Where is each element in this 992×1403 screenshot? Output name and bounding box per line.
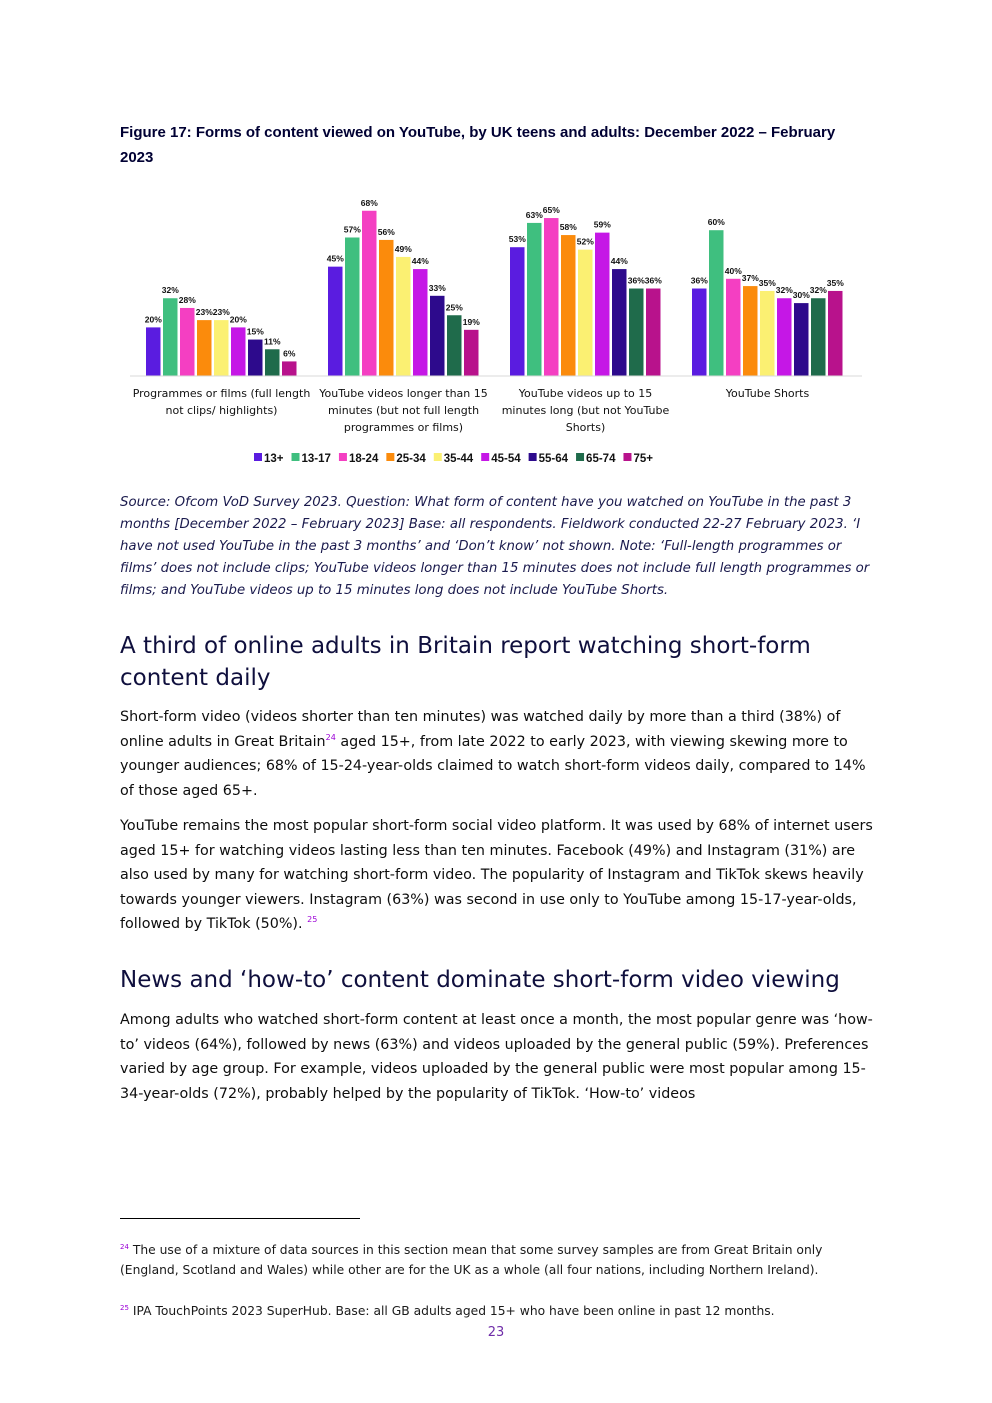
bar-75+-3 [828, 291, 843, 376]
data-label: 35% [758, 277, 776, 288]
figure-source-note: Source: Ofcom VoD Survey 2023. Question: What form of content have you watched on YouTube in the past 3 months [December 2022 – February 2023] Base: all respondents. Fieldwork conducted 22-27 February 2023. ‘I have not used YouTube in the past 3 months’ and ‘Don’t know’ not shown. Note: ‘Full-length programmes or films’ does not include clips; YouTube videos longer than 15 minutes does not include full length programmes or films; and YouTube videos up to 15 minutes long does not include YouTube Shorts. [120, 495, 870, 598]
data-label: 30% [792, 290, 810, 301]
paragraph-short-form-daily [120, 705, 875, 803]
data-label: 59% [593, 219, 611, 230]
legend-item-13+ [254, 453, 284, 465]
footnote-25 [120, 1301, 870, 1321]
data-label: 32% [161, 285, 179, 296]
data-label: 35% [826, 277, 844, 288]
legend-item-25-34 [386, 453, 426, 465]
paragraph-text: YouTube remains the most popular short-form social video platform. It was used by 68% of internet users aged 15+ for watching videos lasting less than ten minutes. Facebook (49%) and Instagram (31%) are also used by many for watching short-form video. The popularity of Instagram and TikTok skews heavily towards younger viewers. Instagram (63%) was second in use only to YouTube among 15-17-year-olds, followed by TikTok (50%). [120, 818, 873, 933]
paragraph-text: aged 15+, from late 2022 to early 2023, with viewing skewing more to younger audiences; 68% of 15-24-year-olds claimed to watch short-form videos daily, compared to 14% of those aged 65+. [120, 733, 866, 799]
legend-label: 55-64 [538, 453, 569, 465]
bar-45-54-3 [777, 298, 792, 376]
bar-35-44-1 [396, 257, 411, 376]
bar-55-64-0 [248, 340, 263, 376]
chart-legend [254, 453, 653, 465]
page-number: 23 [487, 1325, 505, 1340]
legend-item-65-74 [576, 453, 616, 465]
legend-item-45-54 [481, 453, 521, 465]
bar-75+-1 [464, 330, 479, 376]
bar-45-54-1 [413, 269, 428, 376]
data-label: 15% [246, 326, 264, 337]
data-label: 36% [644, 275, 662, 286]
data-label: 53% [508, 234, 526, 245]
bar-25-34-1 [379, 240, 394, 376]
category-label: minutes long (but not YouTube [501, 404, 670, 417]
bar-25-34-0 [197, 320, 212, 376]
bar-75+-2 [646, 289, 661, 376]
footnote-text: The use of a mixture of data sources in this section mean that some survey samples are from Great Britain only (England, Scotland and Wales) while other are for the UK as a whole (all four nations, including Northern Ireland). [120, 1243, 823, 1277]
category-label: not clips/ highlights) [165, 404, 278, 417]
bar-25-34-3 [743, 286, 758, 376]
bar-13-17-3 [709, 230, 724, 376]
legend-swatch [386, 453, 394, 461]
bar-13+-3 [692, 289, 707, 376]
data-label: 20% [229, 314, 247, 325]
data-label: 32% [775, 285, 793, 296]
legend-item-55-64 [529, 453, 569, 465]
bar-55-64-3 [794, 303, 809, 376]
figure-title: Figure 17: Forms of content viewed on YouTube, by UK teens and adults: December 2022 – February 2023 [120, 124, 836, 166]
footnote-24 [120, 1240, 870, 1280]
data-label: 25% [445, 302, 463, 313]
bar-65-74-2 [629, 289, 644, 376]
legend-swatch [529, 453, 537, 461]
bar-13-17-0 [163, 298, 178, 376]
bar-65-74-3 [811, 298, 826, 376]
bar-35-44-2 [578, 250, 593, 376]
data-label: 23% [195, 307, 213, 318]
legend-swatch [292, 453, 300, 461]
data-label: 19% [462, 316, 480, 327]
footnote-ref-25[interactable]: 25 [307, 915, 318, 925]
legend-label: 13-17 [301, 453, 331, 465]
footnote-divider [120, 1218, 360, 1219]
data-label: 20% [144, 314, 162, 325]
footnote-number: 25 [120, 1304, 129, 1312]
legend-item-75+ [623, 453, 653, 465]
bar-13-17-2 [527, 223, 542, 376]
bar-18-24-2 [544, 218, 559, 376]
footnote-ref-24[interactable]: 24 [325, 732, 336, 742]
legend-item-18-24 [339, 453, 379, 465]
legend-label: 18-24 [348, 453, 379, 465]
category-label: YouTube videos longer than 15 [319, 387, 488, 400]
legend-label: 65-74 [586, 453, 616, 465]
chart-category-labels [133, 387, 810, 434]
bar-75+-0 [282, 361, 297, 376]
bar-13+-2 [510, 247, 525, 376]
data-label: 68% [360, 197, 378, 208]
data-label: 58% [559, 222, 577, 233]
bar-65-74-0 [265, 349, 280, 376]
legend-item-13-17 [292, 453, 331, 465]
data-label: 44% [411, 256, 429, 267]
legend-swatch [434, 453, 442, 461]
data-label: 36% [690, 275, 708, 286]
footnote-number: 24 [120, 1243, 129, 1251]
data-label: 40% [724, 265, 742, 276]
bar-18-24-1 [362, 211, 377, 376]
category-label: YouTube Shorts [725, 387, 810, 400]
data-label: 36% [627, 275, 645, 286]
data-label: 63% [525, 209, 543, 220]
bar-25-34-2 [561, 235, 576, 376]
bar-55-64-1 [430, 296, 445, 376]
data-label: 56% [377, 226, 395, 237]
data-label: 23% [212, 307, 230, 318]
category-label: Programmes or films (full length [132, 387, 311, 400]
paragraph-news-how-to: Among adults who watched short-form content at least once a month, the most popular genre was ‘how-to’ videos (64%), followed by news (63%) and videos uploaded by the general public (59%). Preferences varied by age group. For example, videos uploaded by the general public were most popular among 15-34-year-olds (72%), probably helped by the popularity of TikTok. ‘How-to’ videos [120, 1012, 873, 1102]
legend-swatch [254, 453, 262, 461]
section-heading-short-form-daily: A third of online adults in Britain report watching short-form content daily [120, 633, 811, 691]
data-label: 52% [576, 236, 594, 247]
data-label: 44% [610, 256, 628, 267]
data-label: 11% [263, 336, 281, 347]
data-label: 33% [428, 282, 446, 293]
section-heading-news-how-to: News and ‘how-to’ content dominate short-form video viewing [120, 967, 840, 993]
legend-label: 35-44 [443, 453, 474, 465]
bar-18-24-0 [180, 308, 195, 376]
data-label: 49% [394, 243, 412, 254]
category-label: minutes (but not full length [327, 404, 480, 417]
data-label: 45% [326, 253, 344, 264]
legend-swatch [576, 453, 584, 461]
bar-65-74-1 [447, 315, 462, 376]
data-label: 65% [542, 205, 560, 216]
data-label: 60% [707, 217, 725, 228]
chart-bars [145, 198, 844, 376]
bar-45-54-0 [231, 327, 246, 376]
legend-label: 13+ [264, 453, 284, 465]
legend-swatch [623, 453, 631, 461]
legend-item-35-44 [434, 453, 474, 465]
bar-13+-0 [146, 327, 161, 376]
paragraph-text: Short-form video (videos shorter than ten minutes) was watched daily by more than a third (38%) of online adults in Great Britain [120, 709, 841, 750]
bar-35-44-0 [214, 320, 229, 376]
legend-label: 45-54 [491, 453, 521, 465]
category-label: YouTube videos up to 15 [518, 387, 653, 400]
data-label: 32% [809, 285, 827, 296]
bar-chart [120, 190, 870, 480]
data-label: 28% [178, 294, 196, 305]
bar-45-54-2 [595, 233, 610, 376]
legend-swatch [481, 453, 489, 461]
bar-35-44-3 [760, 291, 775, 376]
bar-13+-1 [328, 267, 343, 376]
data-label: 37% [741, 273, 759, 284]
category-label: programmes or films) [343, 421, 464, 434]
legend-swatch [339, 453, 347, 461]
legend-label: 75+ [633, 453, 653, 465]
legend-label: 25-34 [396, 453, 426, 465]
bar-13-17-1 [345, 237, 360, 376]
bar-55-64-2 [612, 269, 627, 376]
category-label: Shorts) [565, 421, 606, 434]
paragraph-youtube-popular [120, 814, 875, 937]
data-label: 6% [283, 348, 296, 359]
data-label: 57% [343, 224, 361, 235]
bar-18-24-3 [726, 279, 741, 376]
footnote-text: IPA TouchPoints 2023 SuperHub. Base: all GB adults aged 15+ who have been online in past 12 months. [132, 1304, 775, 1318]
